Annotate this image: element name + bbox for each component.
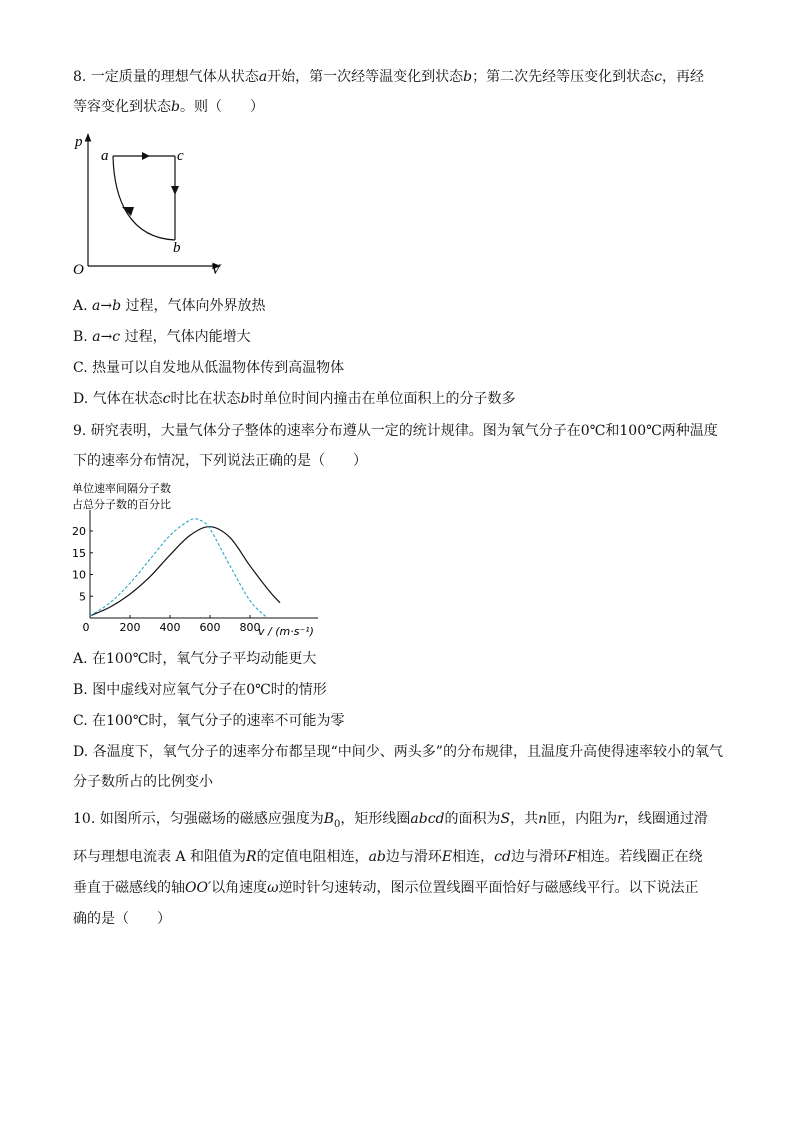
y-tick-label: 5: [79, 590, 86, 604]
dashed-curve: [90, 519, 266, 617]
x-tick-label: 800: [239, 621, 261, 634]
y-tick-label: 15: [72, 546, 86, 560]
q8-option-d: D. 气体在状态c时比在状态b时单位时间内撞击在单位面积上的分子数多: [73, 391, 516, 407]
origin-label: O: [73, 262, 84, 278]
q9-option-d-line2: 分子数所占的比例变小: [73, 774, 213, 790]
q9-option-c: C. 在100℃时，氧气分子的速率不可能为零: [73, 713, 345, 729]
x-tick-label: 200: [119, 621, 141, 634]
q10-stem-line4: 确的是（ ）: [73, 911, 171, 927]
q9-option-a: A. 在100℃时，氧气分子平均动能更大: [73, 651, 317, 667]
speed-distribution-chart: [70, 478, 330, 640]
state-c-label: c: [177, 148, 184, 164]
q10-stem-line1: 10. 如图所示，匀强磁场的磁感应强度为$B_0$，矩形线圈abcd的面积为S，共n匝，内阻为r，线圈通过滑: [73, 811, 708, 830]
state-b-label: b: [173, 240, 181, 256]
x-tick-label: 0: [82, 621, 90, 634]
q8-option-b: B. a→c 过程，气体内能增大: [73, 329, 251, 345]
x-tick-label: 600: [199, 621, 221, 634]
q9-option-b: B. 图中虚线对应氧气分子在0℃时的情形: [73, 682, 327, 698]
x-axis-label: v / (m·s⁻¹): [258, 625, 314, 638]
q9-option-d-line1: D. 各温度下，氧气分子的速率分布都呈现“中间少、两头多”的分布规律，且温度升高使得速率较小的氧气: [73, 744, 723, 760]
y-axis-title-line: 单位速率间隔分子数: [72, 482, 171, 495]
path-a-b-isotherm: [113, 156, 175, 240]
y-axis-title-line: 占总分子数的百分比: [72, 498, 171, 511]
q10-stem-line2: 环与理想电流表 A 和阻值为R的定值电阻相连，ab边与滑环E相连，cd边与滑环F相连。若线圈正在绕: [73, 849, 703, 865]
q9-stem-line2: 下的速率分布情况，下列说法正确的是（ ）: [73, 453, 367, 469]
pv-diagram: [70, 128, 230, 278]
q9-stem-line1: 9. 研究表明，大量气体分子整体的速率分布遵从一定的统计规律。图为氧气分子在0℃和100℃两种温度: [73, 423, 718, 439]
q8-stem-line2: 等容变化到状态b。则（ ）: [73, 99, 264, 115]
path-a-c-arrow: [142, 152, 150, 160]
y-tick-label: 20: [72, 525, 86, 539]
q10-stem-line3: 垂直于磁感线的轴OO′以角速度ω逆时针匀速转动，图示位置线圈平面恰好与磁感线平行。以下说法正: [73, 880, 699, 896]
v-axis-label: V: [211, 262, 221, 278]
q8-option-c: C. 热量可以自发地从低温物体传到高温物体: [73, 360, 345, 376]
x-tick-label: 400: [159, 621, 181, 634]
q8-option-a: A. a→b 过程，气体向外界放热: [73, 298, 266, 314]
path-c-b-arrow: [171, 186, 179, 195]
state-a-label: a: [101, 148, 109, 164]
q8-stem-line1: 8. 一定质量的理想气体从状态a开始，第一次经等温变化到状态b；第二次先经等压变化到状态c，再经: [73, 69, 704, 85]
y-tick-label: 10: [72, 568, 86, 582]
p-axis-label: p: [75, 134, 83, 150]
